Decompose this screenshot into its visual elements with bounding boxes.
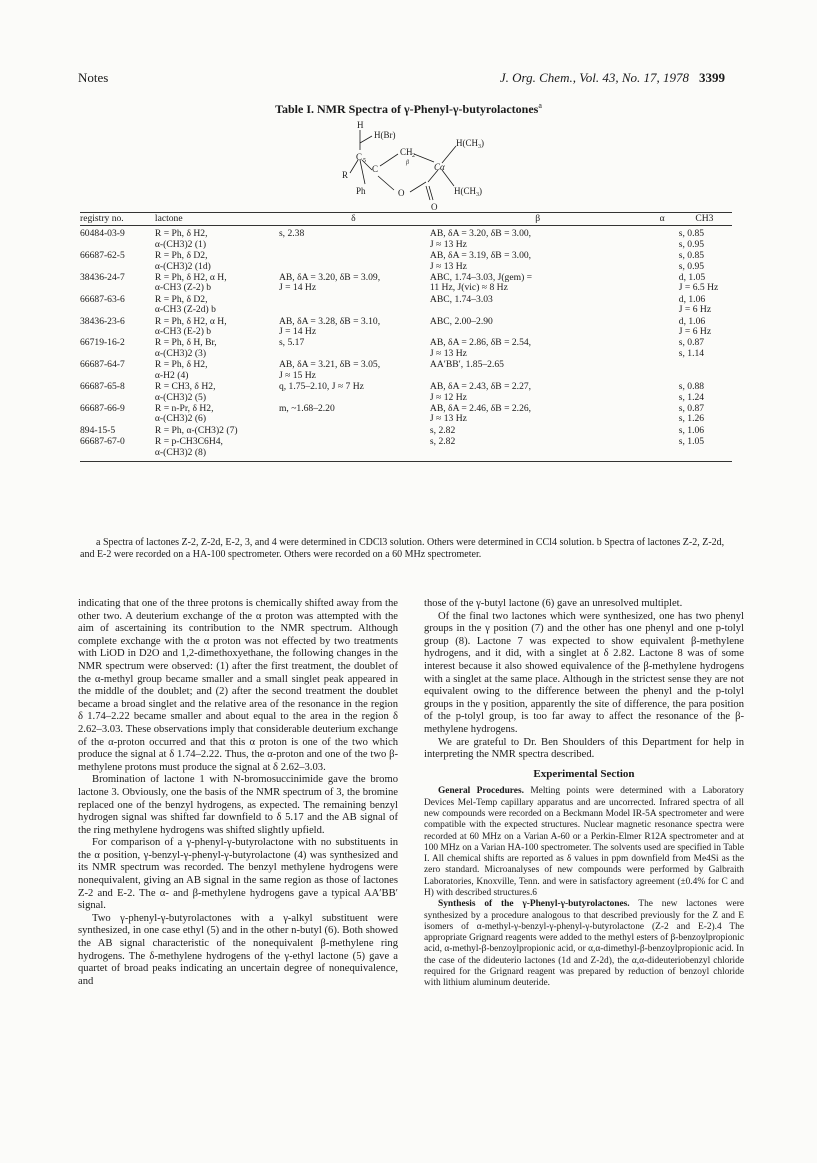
cell-text: AB, δA = 3.20, δB = 3.09, J = 14 Hz (278, 272, 381, 294)
cell-text: AB, δA = 3.28, δB = 3.10, J = 14 Hz (278, 315, 381, 338)
cell-lactone (155, 251, 279, 273)
paragraph: We are grateful to Dr. Ben Shoulders of this Department for help in interpreting the NMR spectra described. (424, 736, 744, 761)
cell-delta-shift (279, 426, 430, 437)
cell-delta-shift (279, 437, 430, 461)
cell-text: 66687-64-7 (80, 359, 125, 371)
journal-citation: J. Org. Chem., Vol. 43, No. 17, 1978 (499, 70, 689, 85)
cell-text: q, 1.75–2.10, J ≈ 7 Hz (278, 381, 364, 393)
cell-beta-shift (430, 404, 647, 426)
cell-text: d, 1.06 J = 6 Hz (678, 293, 712, 316)
cell-text: 66687-67-0 (80, 436, 125, 448)
cell-beta-shift (430, 437, 647, 461)
paragraph: Of the final two lactones which were synthesized, one has two phenyl groups in the γ position (7) and the other has one phenyl and one p-tolyl group (8). Lactone 7 was expected to show equivalent β-methylene hydrogens, and it did, with a singlet at δ 2.82. Lactone 8 was of some interest because it also showed equivalence of the β-methylene hydrogens with a singlet at the same place. Although in the strictest sense they are not equivalent owing to the difference between the phenyl and the p-tolyl groups in the γ position, apparently the site of difference, the para position of the p-tolyl group, is too far away to affect the resonance of the β-methylene hydrogens. (424, 610, 744, 735)
table-row (80, 338, 732, 360)
col-header-ch3: CH3 (679, 213, 732, 226)
cell-beta-shift (430, 338, 647, 360)
cell-delta-shift (279, 295, 430, 317)
cell-beta-shift (430, 382, 647, 404)
struct-ch2: CH (400, 147, 413, 157)
cell-text: d, 1.05 J = 6.5 Hz (678, 272, 719, 294)
cell-alpha-shift (647, 226, 678, 251)
struct-c-gamma: C (372, 164, 379, 174)
cell-text: s, 2.38 (278, 228, 305, 240)
cell-alpha-shift (647, 273, 678, 295)
cell-registry-no (80, 273, 155, 295)
run-in-heading: General Procedures. (438, 786, 524, 797)
running-header-journal (500, 70, 725, 86)
cell-lactone (155, 437, 279, 461)
cell-registry-no (80, 251, 155, 273)
struct-c5: C (356, 152, 363, 162)
cell-delta-shift (279, 226, 430, 251)
table-row (80, 437, 732, 461)
cell-delta-shift (279, 317, 430, 339)
struct-r: R (342, 170, 349, 180)
cell-text: AB, δA = 3.20, δB = 3.00, J ≈ 13 Hz (429, 228, 532, 250)
paragraph: For comparison of a γ-phenyl-γ-butyrolactone with no substituents in the α position, γ-benzyl-γ-phenyl-γ-butyrolactone (4) was synthesized and its NMR spectrum was recorded. The benzyl methylene hydrogens were nonequivalent, giving an AB signal in the same region as those of lactones Z-2 and E-2. The α- and β-methylene hydrogens gave a typical AA′BB′ signal. (78, 837, 398, 912)
cell-delta-shift (279, 273, 430, 295)
cell-registry-no (80, 338, 155, 360)
col-header-lactone: lactone (155, 213, 279, 226)
cell-text: 894-15-5 (80, 424, 116, 436)
right-text-column (424, 598, 744, 990)
table-header-row (80, 213, 732, 226)
cell-text: AB, δA = 2.86, δB = 2.54, J ≈ 13 Hz (429, 337, 532, 359)
cell-alpha-shift (647, 360, 678, 382)
cell-text: s, 0.85 s, 0.95 (678, 228, 705, 250)
paragraph-text: Melting points were determined with a Laboratory Devices Mel-Temp capillary apparatus and are uncorrected. Infrared spectra of all new compounds were recorded on a Beckmann Model IR-5A spectrometer and were compatible with the expected structures. Nuclear magnetic resonance spectra were recorded at 60 MHz on a Varian A-60 or a Perkin-Elmer R12A spectrometer and at 100 MHz on a Varian HA-100 spectrometer. The solvents used are specified in Table I. All chemical shifts are reported as δ values in ppm downfield from Me4Si as the zero standard. Microanalyses of new compounds were performed by Galbraith Laboratories, Knoxville, Tenn. and were in satisfactory agreement (±0.4% for C and H) with described structures.6 (424, 786, 744, 898)
cell-alpha-shift (647, 426, 678, 437)
struct-ch2-sub: 2 (412, 153, 415, 159)
running-header-section: Notes (78, 70, 109, 85)
cell-registry-no (80, 295, 155, 317)
left-text-column (78, 598, 398, 988)
cell-text: R = Ph, δ H2, α-(CH3)2 (1) (154, 228, 208, 250)
table-row (80, 382, 732, 404)
cell-ch3-shift (679, 437, 732, 461)
col-header-alpha: α (647, 213, 678, 226)
cell-text: R = Ph, δ D2, α-(CH3)2 (1d) (154, 250, 211, 272)
table-row (80, 251, 732, 273)
table-row (80, 226, 732, 251)
cell-text: s, 1.05 (678, 436, 705, 448)
cell-text: AB, δA = 2.46, δB = 2.26, J ≈ 13 Hz (429, 402, 532, 425)
cell-beta-shift (430, 317, 647, 339)
cell-alpha-shift (647, 338, 678, 360)
struct-h-br: H(Br) (374, 130, 396, 140)
cell-ch3-shift (679, 295, 732, 317)
cell-beta-shift (430, 360, 647, 382)
cell-text: d, 1.06 J = 6 Hz (678, 315, 712, 338)
col-header-beta: β (430, 213, 647, 226)
section-heading: Experimental Section (533, 767, 635, 780)
struct-o-carbonyl: O (431, 202, 438, 212)
cell-ch3-shift (679, 404, 732, 426)
cell-text: AA′BB′, 1.85–2.65 (429, 359, 504, 371)
cell-ch3-shift (679, 317, 732, 339)
cell-beta-shift (430, 295, 647, 317)
cell-beta-shift (430, 251, 647, 273)
cell-lactone (155, 382, 279, 404)
run-in-heading: Synthesis of the γ-Phenyl-γ-butyrolactones. (438, 899, 630, 910)
cell-lactone (155, 338, 279, 360)
struct-h-ch3-top: $H(CH_3)$ (456, 138, 484, 150)
paragraph: indicating that one of the three protons is chemically shifted away from the other two. A deuterium exchange of the α proton was attempted with the aim of ascertaining its contribution to the NMR spectrum. Although complete exchange with the α proton was not effected by two treatments with LiOD in D2O and 1,2-dimethoxyethane, the following changes in the NMR spectrum were observed: (1) after the first treatment, the doublet of the α-methyl group became smaller and a small singlet peak appeared in the middle of the doublet; and (2) after the second treatment the doublet became a broad singlet and the relative area of the resonance in the region δ 1.74–2.22 became smaller and about equal to the area in the region δ 2.62–3.03. These observations imply that considerable deuterium exchange of the α-proton occurred and that this α proton is one of the two which produce the signal at δ 1.74–2.22. Thus, the α-proton and one of the two β-methylene protons must produce the signal at δ 2.62–3.03. (78, 598, 398, 773)
cell-text: s, 2.82 (429, 424, 456, 436)
cell-lactone (155, 317, 279, 339)
lactone-structure-diagram (310, 118, 510, 214)
cell-text: s, 0.87 s, 1.26 (678, 402, 705, 425)
struct-h-ch3-bottom-sub: 3 (476, 192, 479, 198)
cell-text: R = Ph, α-(CH3)2 (7) (154, 424, 238, 436)
cell-lactone (155, 404, 279, 426)
cell-registry-no (80, 226, 155, 251)
table-title (0, 101, 817, 117)
cell-beta-shift (430, 273, 647, 295)
cell-text: R = n-Pr, δ H2, α-(CH3)2 (6) (154, 402, 214, 425)
cell-text: R = p-CH3C6H4, α-(CH3)2 (8) (154, 436, 223, 458)
table-row (80, 404, 732, 426)
struct-h-top: H (357, 120, 364, 130)
cell-text: R = Ph, δ D2, α-CH3 (Z-2d) b (154, 293, 216, 316)
paragraph: those of the γ-butyl lactone (6) gave an unresolved multiplet. (424, 598, 683, 609)
struct-h-ch3-top-text: H(CH (456, 138, 478, 148)
cell-text: s, 1.06 (678, 424, 705, 436)
paragraph: Two γ-phenyl-γ-butyrolactones with a γ-alkyl substituent were synthesized, in one case ethyl (5) and in the other n-butyl (6). Both showed the AB signal characteristic of the nonequivalent β-methylene ring hydrogens. The δ-methylene hydrogens of the γ-ethyl lactone (5) gave a quartet of broad peaks indicating an uncertain degree of nonequivalence, and (78, 912, 398, 987)
cell-ch3-shift (679, 360, 732, 382)
cell-delta-shift (279, 382, 430, 404)
cell-text: 66687-65-8 (80, 381, 125, 393)
paragraph-synthesis (424, 899, 744, 989)
table-body (80, 226, 732, 462)
cell-text: R = Ph, δ H2, α H, α-CH3 (E-2) b (154, 315, 227, 338)
cell-registry-no (80, 317, 155, 339)
struct-ph: Ph (356, 186, 366, 196)
paragraph-text: The new lactones were synthesized by a procedure analogous to that described previously for the Z and E isomers of α-methyl-γ-benzyl-γ-phenyl-γ-butyrolactone (Z-2 and E-2).4 The appropriate Grignard reagents were added to the methyl esters of β-benzoylpropionic acid, α-methyl-β-benzoylpropionic acid, or α,α-dimethyl-β-benzoylpropionic acid. In the case of the dideuterio lactones (1d and Z-2d), the α,α-dideuteriobenzyl chloride required for the Grignard reagent was prepared by reduction of benzoyl chloride with lithium aluminum deuteride. (424, 899, 744, 989)
cell-text: s, 2.82 (429, 436, 456, 448)
cell-text: m, ~1.68–2.20 (278, 402, 335, 414)
cell-delta-shift (279, 251, 430, 273)
table-row (80, 273, 732, 295)
cell-text: ABC, 1.74–3.03, J(gem) = 11 Hz, J(vic) ≈ 8 Hz (429, 272, 533, 294)
table-row (80, 360, 732, 382)
paragraph: Bromination of lactone 1 with N-bromosuccinimide gave the bromo lactone 3. Obviously, one the basis of the NMR spectrum of 3, the bromine replaced one of the benzyl hydrogens, as expected. The remaining benzyl hydrogen signal was shifted far downfield to δ 5.17 and the AB signal of the ring methylene hydrogens was shifted slightly upfield. (78, 774, 398, 836)
struct-h-ch3-top-sub: 3 (478, 144, 481, 150)
struct-h-ch3-bottom: $H(CH_3)$ (454, 186, 482, 198)
cell-text: s, 5.17 (278, 337, 305, 349)
cell-lactone (155, 226, 279, 251)
cell-registry-no (80, 437, 155, 461)
cell-text: s, 0.85 s, 0.95 (678, 250, 705, 272)
nmr-spectra-table (80, 212, 732, 462)
cell-text: s, 0.88 s, 1.24 (678, 381, 705, 403)
cell-text: 38436-23-6 (80, 315, 125, 327)
cell-text: ABC, 1.74–3.03 (429, 293, 493, 305)
cell-alpha-shift (647, 295, 678, 317)
cell-text: s, 0.87 s, 1.14 (678, 337, 705, 359)
cell-alpha-shift (647, 317, 678, 339)
table-row (80, 295, 732, 317)
cell-text: AB, δA = 3.21, δB = 3.05, J ≈ 15 Hz (278, 359, 381, 381)
cell-text: 66687-66-9 (80, 402, 125, 414)
col-header-delta: δ (279, 213, 430, 226)
cell-registry-no (80, 360, 155, 382)
paragraph-general-procedures (424, 786, 744, 899)
cell-text: 66687-62-5 (80, 250, 125, 262)
cell-ch3-shift (679, 382, 732, 404)
struct-h-ch3-bottom-text: H(CH (454, 186, 476, 196)
table-title-text: Table I. NMR Spectra of γ-Phenyl-γ-butyrolactones (275, 102, 539, 116)
cell-text: R = Ph, δ H2, α-H2 (4) (154, 359, 208, 381)
cell-delta-shift (279, 360, 430, 382)
cell-registry-no (80, 382, 155, 404)
cell-text: R = Ph, δ H2, α H, α-CH3 (Z-2) b (154, 272, 227, 294)
col-header-registry: registry no. (80, 213, 155, 226)
struct-o-ring: O (398, 188, 405, 198)
cell-lactone (155, 273, 279, 295)
cell-text: 66687-63-6 (80, 293, 125, 305)
struct-c-alpha: Cα (434, 162, 445, 172)
struct-beta: β (406, 160, 409, 166)
cell-lactone (155, 295, 279, 317)
cell-delta-shift (279, 404, 430, 426)
table-title-footnote-mark: a (538, 101, 542, 110)
cell-text: 66719-16-2 (80, 337, 125, 349)
cell-text: 60484-03-9 (80, 228, 125, 240)
cell-ch3-shift (679, 226, 732, 251)
cell-beta-shift (430, 226, 647, 251)
page-number: 3399 (699, 70, 725, 85)
cell-lactone (155, 360, 279, 382)
cell-text: R = CH3, δ H2, α-(CH3)2 (5) (154, 381, 216, 403)
cell-beta-shift (430, 426, 647, 437)
cell-text: AB, δA = 3.19, δB = 3.00, J ≈ 13 Hz (429, 250, 532, 272)
cell-alpha-shift (647, 437, 678, 461)
cell-text: AB, δA = 2.43, δB = 2.27, J ≈ 12 Hz (429, 381, 532, 403)
table-footnote: a Spectra of lactones Z-2, Z-2d, E-2, 3, and 4 were determined in CDCl3 solution. Others were determined in CCl4 solution. b Spectra of lactones Z-2, Z-2d, and E-2 were recorded on a HA-100 spectrometer. Others were recorded on a 60 MHz spectrometer. (80, 537, 725, 560)
cell-alpha-shift (647, 251, 678, 273)
cell-alpha-shift (647, 382, 678, 404)
table-row (80, 317, 732, 339)
cell-ch3-shift (679, 273, 732, 295)
cell-ch3-shift (679, 338, 732, 360)
cell-delta-shift (279, 338, 430, 360)
cell-text: 38436-24-7 (80, 272, 125, 284)
cell-registry-no (80, 404, 155, 426)
cell-text: ABC, 2.00–2.90 (429, 315, 493, 327)
cell-ch3-shift (679, 251, 732, 273)
struct-c5-sub: 5 (363, 158, 366, 164)
cell-text: R = Ph, δ H, Br, α-(CH3)2 (3) (154, 337, 217, 359)
cell-alpha-shift (647, 404, 678, 426)
